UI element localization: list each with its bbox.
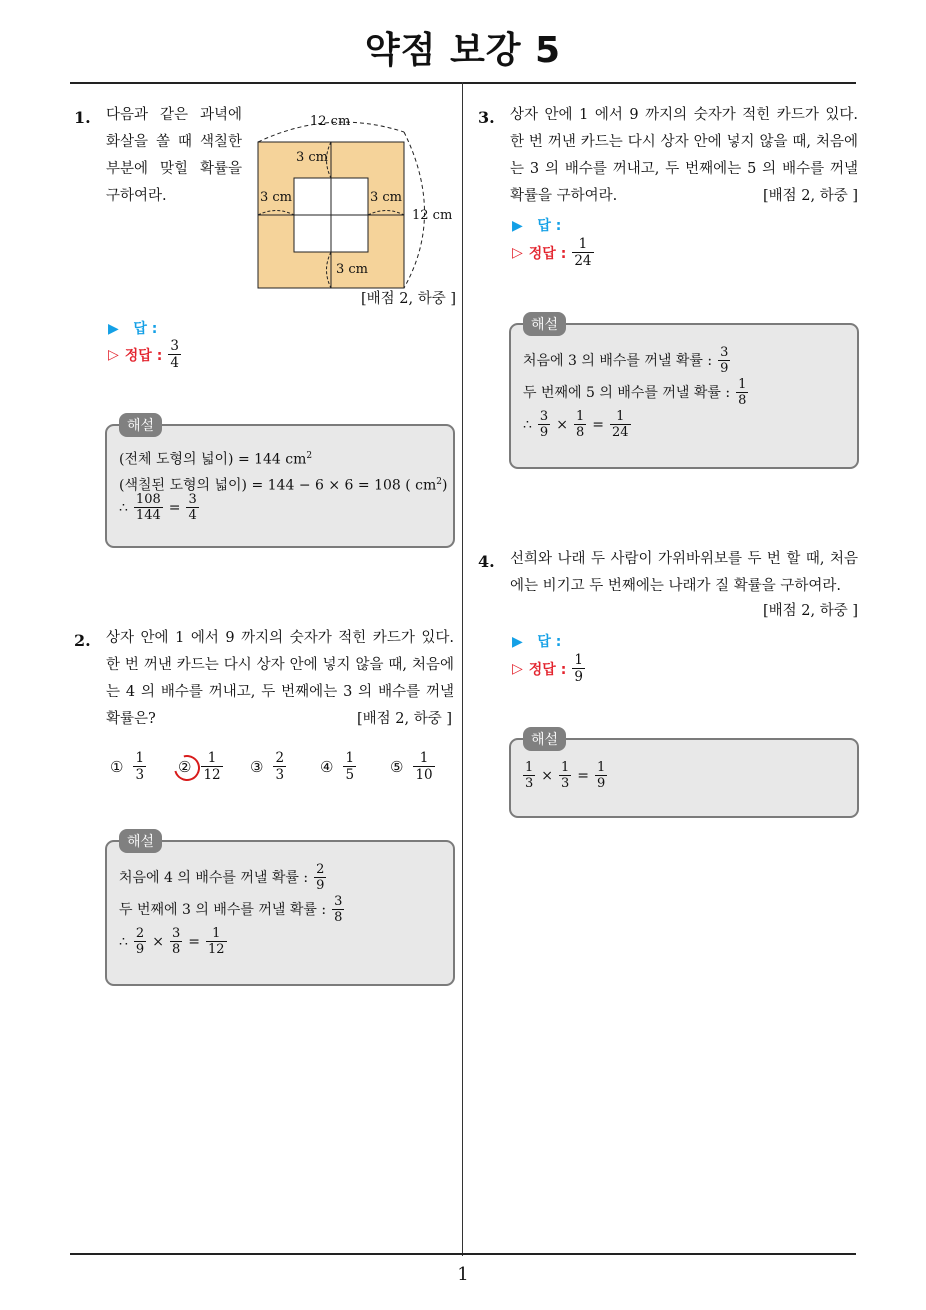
explanation-tag: 해설 xyxy=(119,413,162,437)
answer-label: 답 : xyxy=(537,634,562,650)
explanation-box xyxy=(509,317,859,469)
question-text: 상자 안에 1 에서 9 까지의 숫자가 적힌 카드가 있다. 한 번 꺼낸 카드는 다시 상자 안에 넣지 않을 때, 처음에는 4 의 배수를 꺼내고, 두 번째에는 3 의 배수를 꺼낼 확률은? xyxy=(106,630,454,727)
page-title: 약점 보강 5 xyxy=(364,30,562,71)
label-inner-right-3cm: 3 cm xyxy=(370,190,403,205)
question-meta: [배점 2, 하중 ] xyxy=(356,711,452,727)
outline-play-icon: ▷ xyxy=(512,660,523,677)
label-top-12cm: 12 cm xyxy=(310,114,351,129)
outline-play-icon: ▷ xyxy=(108,346,119,363)
question-text: 상자 안에 1 에서 9 까지의 숫자가 적힌 카드가 있다. 한 번 꺼낸 카드는 다시 상자 안에 넣지 않을 때, 처음에는 3 의 배수를 꺼내고, 두 번째에는 5 의 배수를 꺼낼 확률을 구하여라. xyxy=(510,107,858,204)
explanation-line: 처음에 3 의 배수를 꺼낼 확률 : $\frac{3}{9}$ xyxy=(523,345,729,376)
play-icon: ▶ xyxy=(512,634,523,650)
correct-fraction: $\frac{1}{9}$ xyxy=(574,652,583,685)
play-icon: ▶ xyxy=(512,218,523,234)
choice-4[interactable]: ④ $\frac{1}{5}$ xyxy=(320,750,355,783)
answer-row xyxy=(108,318,157,338)
question-number: 1. xyxy=(74,108,91,127)
page-number: 1 xyxy=(457,1264,469,1285)
label-right-12cm: 12 cm xyxy=(412,208,453,223)
question-text: 다음과 같은 과녁에 화살을 쏠 때 색칠한 부분에 맞힐 확률을 구하여라. xyxy=(106,107,242,204)
explanation-line: 두 번째에 3 의 배수를 꺼낼 확률 : $\frac{3}{8}$ xyxy=(119,894,343,925)
explanation-line: (색칠된 도형의 넓이) = 144 − 6 × 6 = 108 ( $cm^2$) xyxy=(119,477,448,494)
question-meta: [배점 2, 하중 ] xyxy=(762,188,858,204)
label-inner-left-3cm: 3 cm xyxy=(260,190,293,205)
choice-2[interactable]: ② $\frac{1}{12}$ xyxy=(178,750,221,783)
explanation-box xyxy=(105,834,455,986)
explanation-tag: 해설 xyxy=(523,727,566,751)
question-number: 4. xyxy=(478,552,495,571)
bottom-rule xyxy=(70,1253,856,1255)
explanation-box xyxy=(509,732,859,818)
target-diagram xyxy=(250,110,460,310)
choice-3[interactable]: ③ $\frac{2}{3}$ xyxy=(250,750,285,783)
explanation-line: (전체 도형의 넓이) = 144 $cm^2$ xyxy=(119,451,313,468)
explanation-line: ∴ $\frac{2}{9}$ × $\frac{3}{8}$ = $\frac{1}{12}$ xyxy=(119,926,225,957)
choice-1[interactable]: ① $\frac{1}{3}$ xyxy=(110,750,145,783)
explanation-tag: 해설 xyxy=(119,829,162,853)
explanation-line: 처음에 4 의 배수를 꺼낼 확률 : $\frac{2}{9}$ xyxy=(119,862,325,893)
correct-fraction: $\frac{3}{4}$ xyxy=(170,338,179,371)
question-meta: [배점 2, 하중 ] xyxy=(762,603,858,619)
explanation-box xyxy=(105,418,455,548)
explanation-line: ∴ $\frac{3}{9}$ × $\frac{1}{8}$ = $\frac{1}{24}$ xyxy=(523,409,629,440)
correct-label: 정답 : xyxy=(124,347,163,364)
correct-label: 정답 : xyxy=(528,245,567,262)
label-inner-bottom-3cm: 3 cm xyxy=(336,262,369,277)
column-divider xyxy=(462,82,463,1256)
explanation-line: ∴ $\frac{108}{144}$ = $\frac{3}{4}$ xyxy=(119,492,197,523)
answer-label: 답 : xyxy=(133,321,158,337)
correct-label: 정답 : xyxy=(528,661,567,678)
play-icon: ▶ xyxy=(108,321,119,337)
question-meta: [배점 2, 하중 ] xyxy=(360,291,456,307)
explanation-line: 두 번째에 5 의 배수를 꺼낼 확률 : $\frac{1}{8}$ xyxy=(523,377,747,408)
correct-answer-row xyxy=(108,338,181,371)
question-text: 선희와 나래 두 사람이 가위바위보를 두 번 할 때, 처음에는 비기고 두 번째에는 나래가 질 확률을 구하여라. xyxy=(510,551,858,594)
explanation-line: $\frac{1}{3}$ × $\frac{1}{3}$ = $\frac{1}{9}$ xyxy=(525,760,606,791)
choice-5[interactable]: ⑤ $\frac{1}{10}$ xyxy=(390,750,433,783)
label-inner-top-3cm: 3 cm xyxy=(296,150,329,165)
question-number: 3. xyxy=(478,108,495,127)
explanation-tag: 해설 xyxy=(523,312,566,336)
answer-label: 답 : xyxy=(537,218,562,234)
outline-play-icon: ▷ xyxy=(512,244,523,261)
correct-answer-row xyxy=(512,652,585,685)
correct-fraction: $\frac{1}{24}$ xyxy=(574,236,592,269)
answer-row xyxy=(512,215,561,235)
question-number: 2. xyxy=(74,631,91,650)
correct-answer-row xyxy=(512,236,594,269)
answer-row xyxy=(512,631,561,651)
